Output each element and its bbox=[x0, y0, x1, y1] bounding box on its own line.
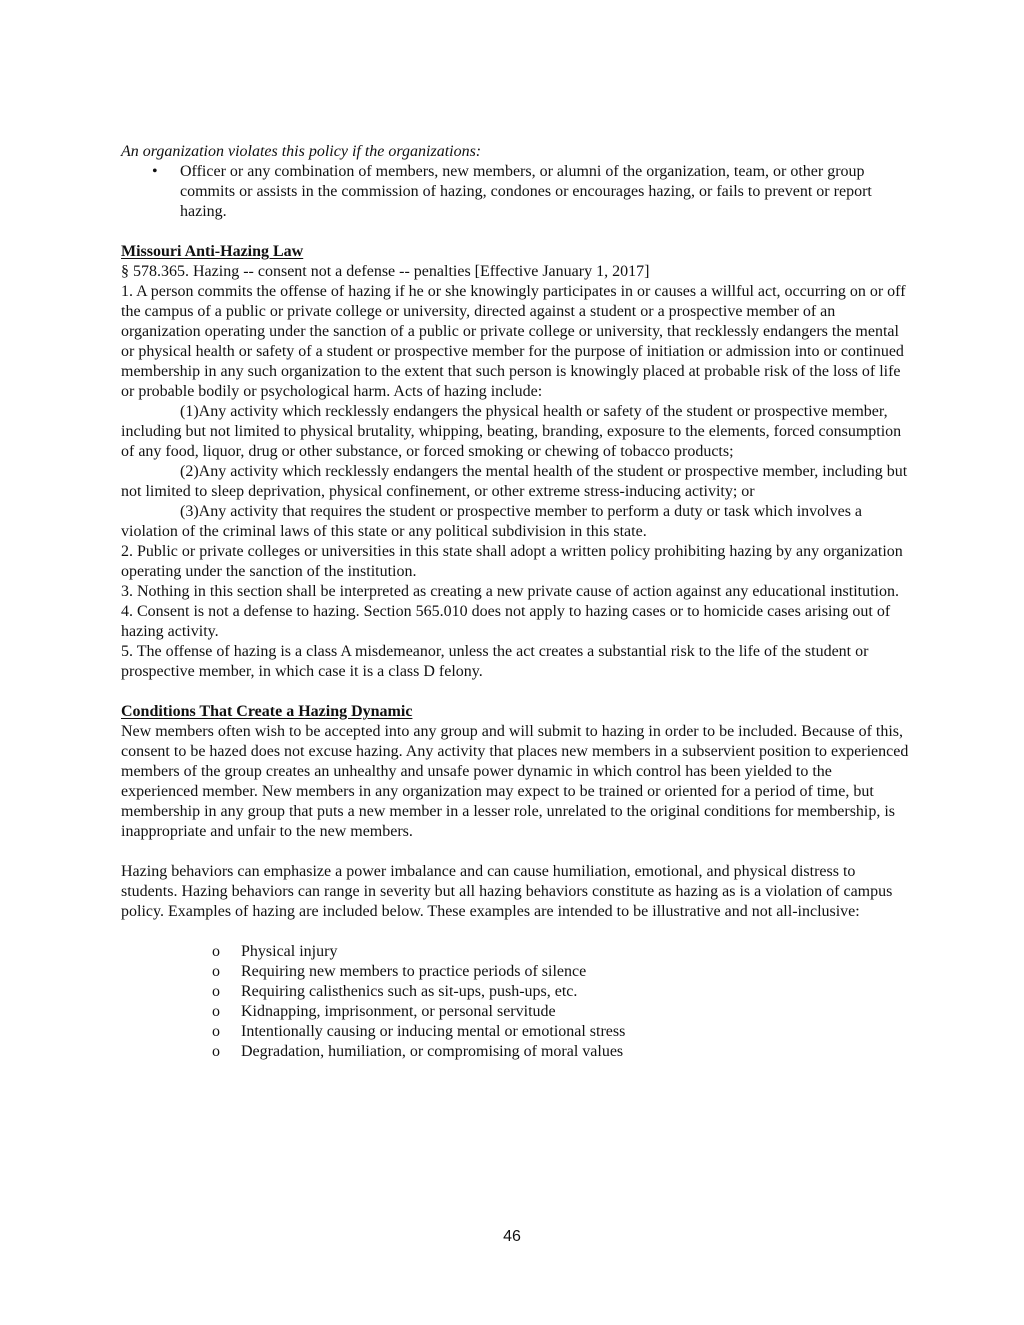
circle-bullet-icon: o bbox=[212, 983, 220, 1000]
list-item bbox=[121, 1022, 911, 1042]
list-item bbox=[121, 982, 911, 1002]
law-paragraph-5: 5. The offense of hazing is a class A misdemeanor, unless the act creates a substantial risk to the life of the student or prospective member, in which case it is a class D felony. bbox=[121, 643, 869, 680]
page-number: 46 bbox=[503, 1228, 521, 1245]
circle-bullet-icon: o bbox=[212, 1023, 220, 1040]
policy-bullet-item bbox=[121, 162, 911, 222]
list-item-text: Physical injury bbox=[241, 943, 338, 960]
conditions-paragraph-1: New members often wish to be accepted into any group and will submit to hazing in order to be included. Because of this, consent to be hazed does not excuse hazing. Any activity that places new members in a subservient position to experienced members of the group creates an unhealthy and unsafe power dynamic in which control has been yielded to the experienced member. New members in any organization may expect to be trained or oriented for a period of time, but membership in any group that puts a new member in a lesser role, unrelated to the original conditions for membership, is inappropriate and unfair to the new members. bbox=[121, 723, 909, 840]
policy-bullet-list bbox=[121, 162, 911, 222]
spacer bbox=[121, 682, 911, 702]
law-citation: § 578.365. Hazing -- consent not a defense -- penalties [Effective January 1, 2017] bbox=[121, 263, 650, 280]
circle-bullet-icon: o bbox=[212, 963, 220, 980]
list-item-text: Degradation, humiliation, or compromising of moral values bbox=[241, 1043, 624, 1060]
hazing-examples-list bbox=[121, 942, 911, 1062]
law-item-2: (2)Any activity which recklessly endangers the mental health of the student or prospective member, including but not limited to sleep deprivation, physical confinement, or other extreme stress-inducing activity; or bbox=[121, 463, 908, 500]
page-content bbox=[121, 142, 911, 1062]
list-item bbox=[121, 962, 911, 982]
law-heading: Missouri Anti-Hazing Law bbox=[121, 243, 304, 260]
law-item-1: (1)Any activity which recklessly endangers the physical health or safety of the student or prospective member, including but not limited to physical brutality, whipping, beating, branding, exposure to the elements, forced consumption of any food, liquor, drug or other substance, or forced smoking or chewing of tobacco products; bbox=[121, 403, 902, 460]
circle-bullet-icon: o bbox=[212, 1003, 220, 1020]
law-paragraph-4: 4. Consent is not a defense to hazing. Section 565.010 does not apply to hazing cases or to homicide cases arising out of hazing activity. bbox=[121, 603, 891, 640]
policy-bullet-text: Officer or any combination of members, new members, or alumni of the organization, team, or other group commits or assists in the commission of hazing, condones or encourages hazing, or fails to prevent or report hazing. bbox=[180, 163, 872, 220]
policy-lead-text: An organization violates this policy if the organizations: bbox=[121, 143, 482, 160]
circle-bullet-icon: o bbox=[212, 1043, 220, 1060]
conditions-paragraph-2: Hazing behaviors can emphasize a power imbalance and can cause humiliation, emotional, and physical distress to students. Hazing behaviors can range in severity but all hazing behaviors constitute as hazing as is a violation of campus policy. Examples of hazing are included below. These examples are intended to be illustrative and not all-inclusive: bbox=[121, 863, 893, 920]
list-item-text: Intentionally causing or inducing mental or emotional stress bbox=[241, 1023, 626, 1040]
list-item-text: Requiring new members to practice periods of silence bbox=[241, 963, 587, 980]
law-item-3: (3)Any activity that requires the student or prospective member to perform a duty or task which involves a violation of the criminal laws of this state or any political subdivision in this state. bbox=[121, 503, 863, 540]
law-paragraph-2: 2. Public or private colleges or universities in this state shall adopt a written policy prohibiting hazing by any organization operating under the sanction of the institution. bbox=[121, 543, 903, 580]
list-item-text: Kidnapping, imprisonment, or personal servitude bbox=[241, 1003, 556, 1020]
spacer bbox=[121, 842, 911, 862]
spacer bbox=[121, 222, 911, 242]
list-item bbox=[121, 1002, 911, 1022]
conditions-heading: Conditions That Create a Hazing Dynamic bbox=[121, 703, 413, 720]
circle-bullet-icon: o bbox=[212, 943, 220, 960]
list-item bbox=[121, 1042, 911, 1062]
spacer bbox=[121, 922, 911, 942]
law-paragraph-3: 3. Nothing in this section shall be interpreted as creating a new private cause of action against any educational institution. bbox=[121, 583, 899, 600]
list-item bbox=[121, 942, 911, 962]
law-paragraph-1: 1. A person commits the offense of hazing if he or she knowingly participates in or causes a willful act, occurring on or off the campus of a public or private college or university, directed against a student or a prospective member of an organization operating under the sanction of a public or private college or university, that recklessly endangers the mental or physical health or safety of a student or prospective member for the purpose of initiation or admission into or continued membership in any such organization to the extent that such person is knowingly placed at probable risk of the loss of life or probable bodily or psychological harm. Acts of hazing include: bbox=[121, 283, 906, 400]
list-item-text: Requiring calisthenics such as sit-ups, push-ups, etc. bbox=[241, 983, 578, 1000]
bullet-icon: • bbox=[152, 163, 158, 180]
